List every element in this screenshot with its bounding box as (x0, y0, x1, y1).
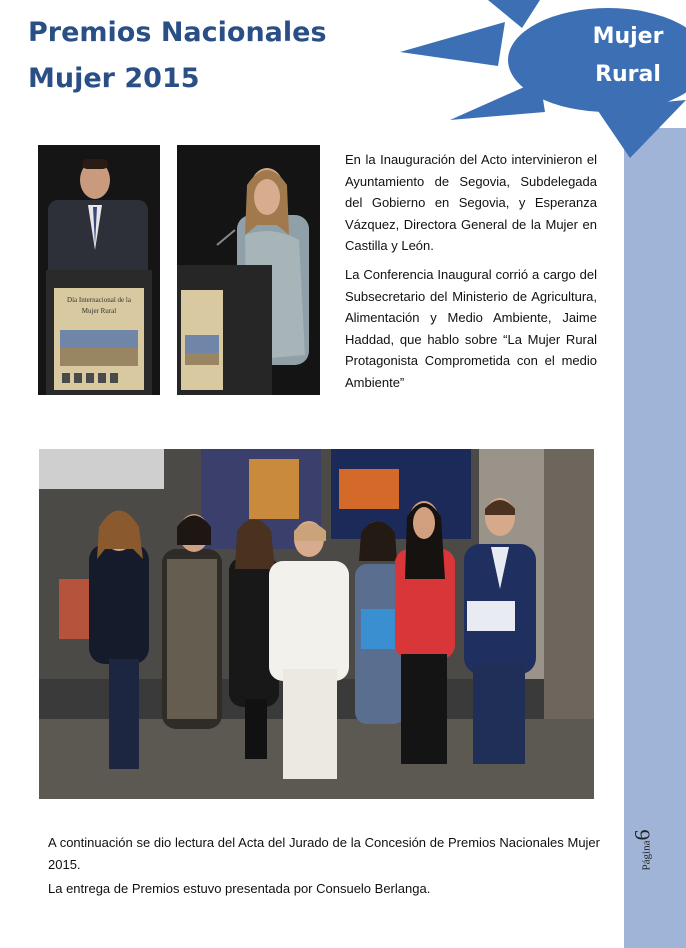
page-number-value: 6 (629, 829, 655, 841)
paragraph-presenter: La entrega de Premios estuvo presentada por Consuelo Berlanga. (48, 881, 431, 896)
paragraph-intro: En la Inauguración del Acto intervinieron el Ayuntamiento de Segovia, Subdelegada del Gobierno en Segovia, y Esperanza Vázquez, Directora General de la Mujer en Castilla y León. (345, 152, 597, 254)
speaker-photo-woman (177, 145, 320, 395)
group-photo (39, 449, 594, 799)
podium-sign-text-1: Día Internacional de la (67, 296, 131, 304)
page-number (622, 820, 662, 880)
section-label-line-1: Mujer (592, 24, 664, 49)
page-title (28, 10, 327, 102)
speaker-photo-man (38, 145, 160, 395)
paragraph-conference: La Conferencia Inaugural corrió a cargo del Subsecretario del Ministerio de Agricultura, Alimentación y Medio Ambiente, Jaime Haddad, que hablo sobre “La Mujer Rural Protagonista Comprometida con el medio Ambiente” (345, 267, 597, 390)
page-title-line-1: Premios Nacionales (28, 17, 327, 48)
page-number-label: Página (640, 840, 653, 871)
section-label (570, 18, 686, 94)
section-label-line-2: Rural (595, 62, 661, 87)
podium-sign-text-2: Mujer Rural (81, 307, 117, 315)
page-title-line-2: Mujer 2015 (28, 63, 200, 94)
paragraph-jury: A continuación se dio lectura del Acta del Jurado de la Concesión de Premios Nacionales Mujer 2015. (48, 835, 600, 872)
